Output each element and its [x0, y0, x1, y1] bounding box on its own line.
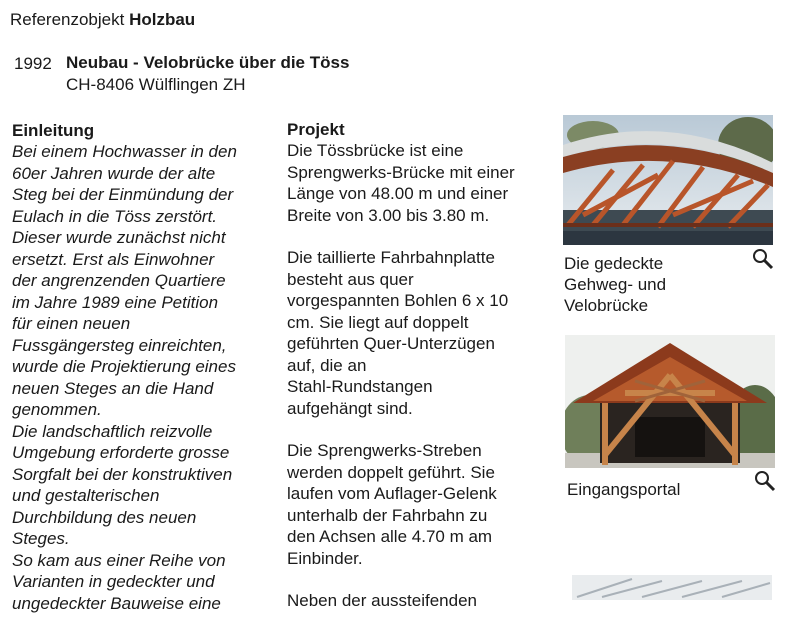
intro-section: [12, 120, 282, 614]
project-line: Sprengwerks-Brücke mit einer: [287, 162, 515, 182]
project-paragraph-2: [287, 247, 562, 419]
intro-line: Sorgfalt bei der konstruktiven: [12, 464, 233, 484]
page-title: Neubau - Velobrücke über die Töss: [66, 53, 350, 72]
project-line: Einbinder.: [287, 548, 363, 568]
project-paragraph-4: [287, 590, 562, 612]
magnifier-icon[interactable]: [752, 248, 774, 270]
intro-line: So kam aus einer Reihe von: [12, 550, 226, 570]
partial-photo[interactable]: [572, 575, 772, 600]
project-address: CH-8406 Wülflingen ZH: [66, 75, 246, 94]
project-line: unterhalb der Fahrbahn zu: [287, 505, 488, 525]
project-line: werden doppelt geführt. Sie: [287, 462, 495, 482]
project-line: Die Tössbrücke ist eine: [287, 141, 464, 160]
intro-text: [12, 141, 282, 614]
reference-category: Holzbau: [129, 10, 196, 29]
intro-line: Die landschaftlich reizvolle: [12, 421, 213, 441]
project-line: laufen vom Auflager-Gelenk: [287, 484, 497, 503]
project-line: Die taillierte Fahrbahnplatte: [287, 248, 495, 267]
project-year: 1992: [14, 54, 52, 73]
project-paragraph-3: [287, 440, 562, 569]
intro-line: Steges.: [12, 529, 70, 548]
project-paragraph-1: [287, 140, 562, 226]
photo-caption-2: Eingangsportal: [567, 480, 681, 499]
project-section: [287, 119, 562, 633]
intro-line: neuen Steges an die Hand: [12, 378, 214, 398]
intro-line: Fussgängersteg einreichten,: [12, 335, 227, 355]
intro-line: der angrenzenden Quartiere: [12, 271, 226, 290]
magnifier-icon[interactable]: [754, 470, 776, 492]
project-heading: Projekt: [287, 120, 345, 139]
project-line: aufgehängt sind.: [287, 398, 413, 418]
portal-photo-image: [565, 335, 775, 468]
intro-heading: Einleitung: [12, 121, 95, 140]
project-line: Länge von 48.00 m und einer: [287, 184, 509, 203]
project-line: Stahl-Rundstangen: [287, 377, 433, 396]
caption-line: Gehweg- und: [564, 275, 667, 294]
project-line: Die Sprengwerks-Streben: [287, 441, 482, 460]
intro-line: Bei einem Hochwasser in den: [12, 142, 237, 161]
bridge-photo[interactable]: [563, 115, 773, 245]
caption-line: Velobrücke: [564, 296, 649, 315]
intro-line: wurde die Projektierung eines: [12, 357, 236, 376]
intro-line: für einen neuen: [12, 314, 131, 333]
intro-line: Steg bei der Einmündung der: [12, 185, 234, 204]
bridge-photo-image: [563, 115, 773, 245]
project-line: cm. Sie liegt auf doppelt: [287, 312, 469, 332]
intro-line: ungedeckter Bauweise eine: [12, 593, 221, 613]
intro-line: 60er Jahren wurde der alte: [12, 163, 216, 183]
project-line: besteht aus quer: [287, 269, 414, 289]
project-line: auf, die an: [287, 355, 367, 375]
project-line: vorgespannten Bohlen 6 x 10: [287, 291, 509, 310]
project-line: den Achsen alle 4.70 m am: [287, 527, 493, 546]
photo-caption-1: [564, 253, 666, 316]
reference-label: [10, 10, 195, 30]
intro-line: Eulach in die Töss zerstört.: [12, 206, 218, 226]
portal-photo[interactable]: [565, 335, 775, 468]
intro-line: Dieser wurde zunächst nicht: [12, 228, 226, 247]
intro-line: und gestalterischen: [12, 486, 160, 505]
intro-line: Durchbildung des neuen: [12, 507, 197, 527]
project-line: Breite von 3.00 bis 3.80 m.: [287, 205, 490, 225]
intro-line: ersetzt. Erst als Einwohner: [12, 249, 215, 269]
reference-prefix: Referenzobjekt: [10, 10, 125, 29]
caption-line: Die gedeckte: [564, 254, 664, 273]
intro-line: Umgebung erforderte grosse: [12, 443, 230, 462]
project-line: geführten Quer-Unterzügen: [287, 334, 495, 353]
intro-line: genommen.: [12, 400, 102, 419]
partial-photo-image: [572, 575, 772, 600]
intro-line: im Jahre 1989 eine Petition: [12, 292, 219, 312]
project-line: Neben der aussteifenden: [287, 591, 477, 610]
intro-line: Varianten in gedeckter und: [12, 572, 215, 591]
